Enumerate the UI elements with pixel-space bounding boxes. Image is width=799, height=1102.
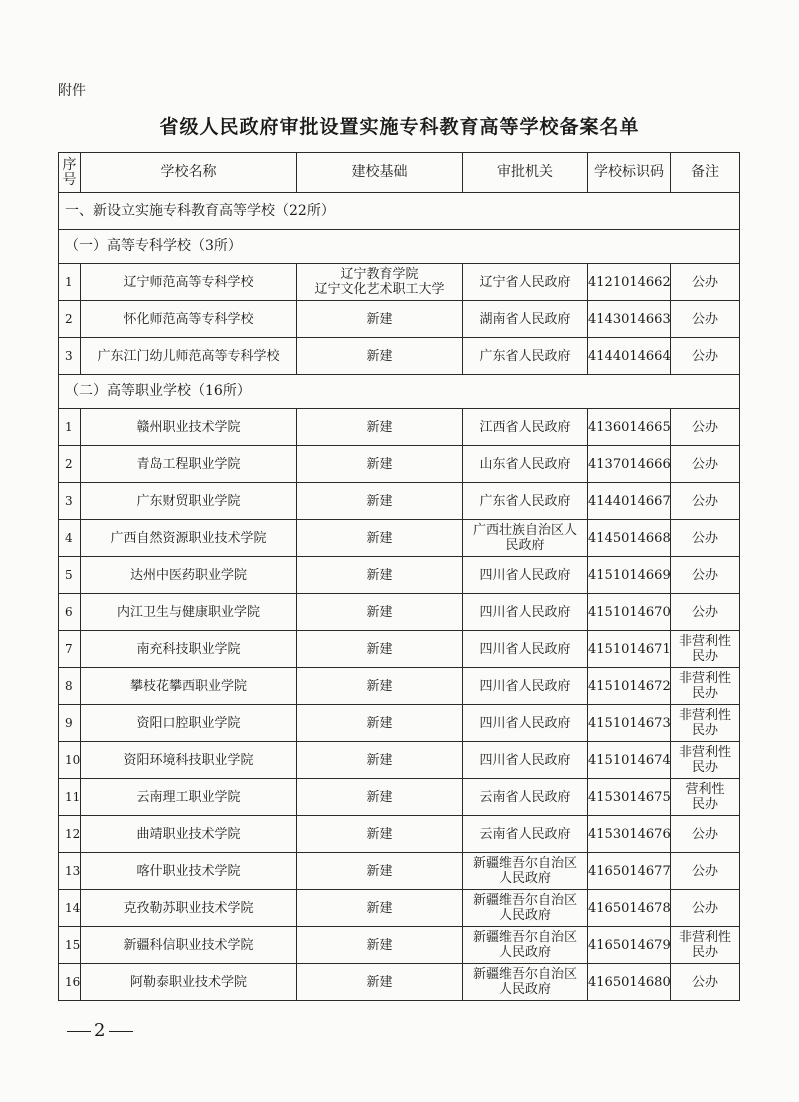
school-code: 4151014671 [588,631,671,668]
school-remark: 非营利性 民办 [671,705,740,742]
row-number: 14 [59,890,81,927]
school-name: 新疆科信职业技术学院 [81,927,297,964]
school-basis: 新建 [297,557,463,594]
row-number: 10 [59,742,81,779]
approval-authority: 广西壮族自治区人 民政府 [463,520,588,557]
school-code: 4165014679 [588,927,671,964]
school-code: 4153014675 [588,779,671,816]
school-name: 广东财贸职业学院 [81,483,297,520]
row-number: 12 [59,816,81,853]
school-name: 怀化师范高等专科学校 [81,301,297,338]
header-authority: 审批机关 [463,153,588,193]
school-name: 青岛工程职业学院 [81,446,297,483]
school-basis: 新建 [297,631,463,668]
group-heading: （一）高等专科学校（3所） [59,230,740,264]
school-remark: 非营利性 民办 [671,668,740,705]
school-code: 4144014664 [588,338,671,375]
table-row [59,927,740,964]
table-header-row [59,153,740,193]
school-remark: 公办 [671,964,740,1001]
approval-authority: 四川省人民政府 [463,594,588,631]
school-remark: 营利性 民办 [671,779,740,816]
row-number: 1 [59,264,81,301]
header-basis: 建校基础 [297,153,463,193]
school-name: 广西自然资源职业技术学院 [81,520,297,557]
header-code: 学校标识码 [588,153,671,193]
row-number: 9 [59,705,81,742]
group-heading: （二）高等职业学校（16所） [59,375,740,409]
school-code: 4165014680 [588,964,671,1001]
school-code: 4151014669 [588,557,671,594]
school-name: 资阳口腔职业学院 [81,705,297,742]
school-basis: 新建 [297,927,463,964]
table-row [59,520,740,557]
table-row [59,668,740,705]
school-remark: 公办 [671,853,740,890]
school-name: 南充科技职业学院 [81,631,297,668]
school-name: 曲靖职业技术学院 [81,816,297,853]
school-basis: 新建 [297,301,463,338]
table-row [59,705,740,742]
row-number: 6 [59,594,81,631]
page-number: 2 [64,1020,136,1041]
approval-authority: 湖南省人民政府 [463,301,588,338]
approval-authority: 四川省人民政府 [463,668,588,705]
school-code: 4153014676 [588,816,671,853]
approval-authority: 四川省人民政府 [463,557,588,594]
school-remark: 公办 [671,446,740,483]
school-code: 4151014674 [588,742,671,779]
row-number: 16 [59,964,81,1001]
school-remark: 公办 [671,594,740,631]
header-remark: 备注 [671,153,740,193]
table-row [59,816,740,853]
row-number: 1 [59,409,81,446]
table-row [59,890,740,927]
approval-authority: 广东省人民政府 [463,483,588,520]
approval-authority: 新疆维吾尔自治区 人民政府 [463,853,588,890]
table-row [59,446,740,483]
table-row [59,338,740,375]
page-title: 省级人民政府审批设置实施专科教育高等学校备案名单 [159,116,640,138]
school-remark: 公办 [671,520,740,557]
school-name: 克孜勒苏职业技术学院 [81,890,297,927]
table-row [59,779,740,816]
table-row [59,409,740,446]
table-row [59,557,740,594]
table-row [59,631,740,668]
approval-authority: 新疆维吾尔自治区 人民政府 [463,927,588,964]
table-row [59,301,740,338]
school-basis: 新建 [297,338,463,375]
approval-authority: 新疆维吾尔自治区 人民政府 [463,890,588,927]
school-basis: 新建 [297,483,463,520]
school-basis: 新建 [297,890,463,927]
school-remark: 非营利性 民办 [671,631,740,668]
school-remark: 公办 [671,409,740,446]
school-code: 4143014663 [588,301,671,338]
school-code: 4165014678 [588,890,671,927]
approval-authority: 山东省人民政府 [463,446,588,483]
school-basis: 新建 [297,816,463,853]
school-name: 阿勒泰职业技术学院 [81,964,297,1001]
header-num: 序 号 [59,153,81,193]
school-basis: 新建 [297,853,463,890]
school-remark: 公办 [671,816,740,853]
school-remark: 非营利性 民办 [671,927,740,964]
school-code: 4137014666 [588,446,671,483]
school-code: 4121014662 [588,264,671,301]
approval-authority: 江西省人民政府 [463,409,588,446]
approval-authority: 辽宁省人民政府 [463,264,588,301]
approval-authority: 新疆维吾尔自治区 人民政府 [463,964,588,1001]
school-code: 4136014665 [588,409,671,446]
school-name: 达州中医药职业学院 [81,557,297,594]
school-remark: 公办 [671,890,740,927]
school-basis: 新建 [297,446,463,483]
row-number: 3 [59,483,81,520]
table-row [59,594,740,631]
table-row [59,483,740,520]
school-code: 4151014672 [588,668,671,705]
table-row [59,742,740,779]
school-name: 喀什职业技术学院 [81,853,297,890]
school-code: 4151014670 [588,594,671,631]
school-basis: 新建 [297,594,463,631]
row-number: 2 [59,301,81,338]
school-name: 云南理工职业学院 [81,779,297,816]
header-name: 学校名称 [81,153,297,193]
approval-authority: 四川省人民政府 [463,742,588,779]
row-number: 7 [59,631,81,668]
school-code: 4165014677 [588,853,671,890]
school-remark: 公办 [671,483,740,520]
school-basis: 新建 [297,668,463,705]
school-name: 赣州职业技术学院 [81,409,297,446]
table-row [59,264,740,301]
school-code: 4145014668 [588,520,671,557]
row-number: 3 [59,338,81,375]
row-number: 5 [59,557,81,594]
approval-authority: 云南省人民政府 [463,779,588,816]
row-number: 8 [59,668,81,705]
school-remark: 公办 [671,338,740,375]
table-row [59,964,740,1001]
school-name: 广东江门幼儿师范高等专科学校 [81,338,297,375]
row-number: 11 [59,779,81,816]
approval-authority: 广东省人民政府 [463,338,588,375]
school-name: 辽宁师范高等专科学校 [81,264,297,301]
school-basis: 新建 [297,409,463,446]
school-code: 4151014673 [588,705,671,742]
approval-authority: 云南省人民政府 [463,816,588,853]
school-table [58,152,740,1001]
school-remark: 公办 [671,301,740,338]
school-name: 内江卫生与健康职业学院 [81,594,297,631]
school-remark: 非营利性 民办 [671,742,740,779]
row-number: 15 [59,927,81,964]
school-remark: 公办 [671,264,740,301]
school-basis: 新建 [297,742,463,779]
row-number: 13 [59,853,81,890]
approval-authority: 四川省人民政府 [463,705,588,742]
school-name: 攀枝花攀西职业学院 [81,668,297,705]
school-basis: 辽宁教育学院 辽宁文化艺术职工大学 [297,264,463,301]
row-number: 2 [59,446,81,483]
school-basis: 新建 [297,520,463,557]
section-heading: 一、新设立实施专科教育高等学校（22所） [59,193,740,230]
school-basis: 新建 [297,779,463,816]
school-name: 资阳环境科技职业学院 [81,742,297,779]
school-code: 4144014667 [588,483,671,520]
school-remark: 公办 [671,557,740,594]
approval-authority: 四川省人民政府 [463,631,588,668]
school-basis: 新建 [297,705,463,742]
attachment-label: 附件 [58,83,86,99]
school-basis: 新建 [297,964,463,1001]
table-row [59,853,740,890]
row-number: 4 [59,520,81,557]
